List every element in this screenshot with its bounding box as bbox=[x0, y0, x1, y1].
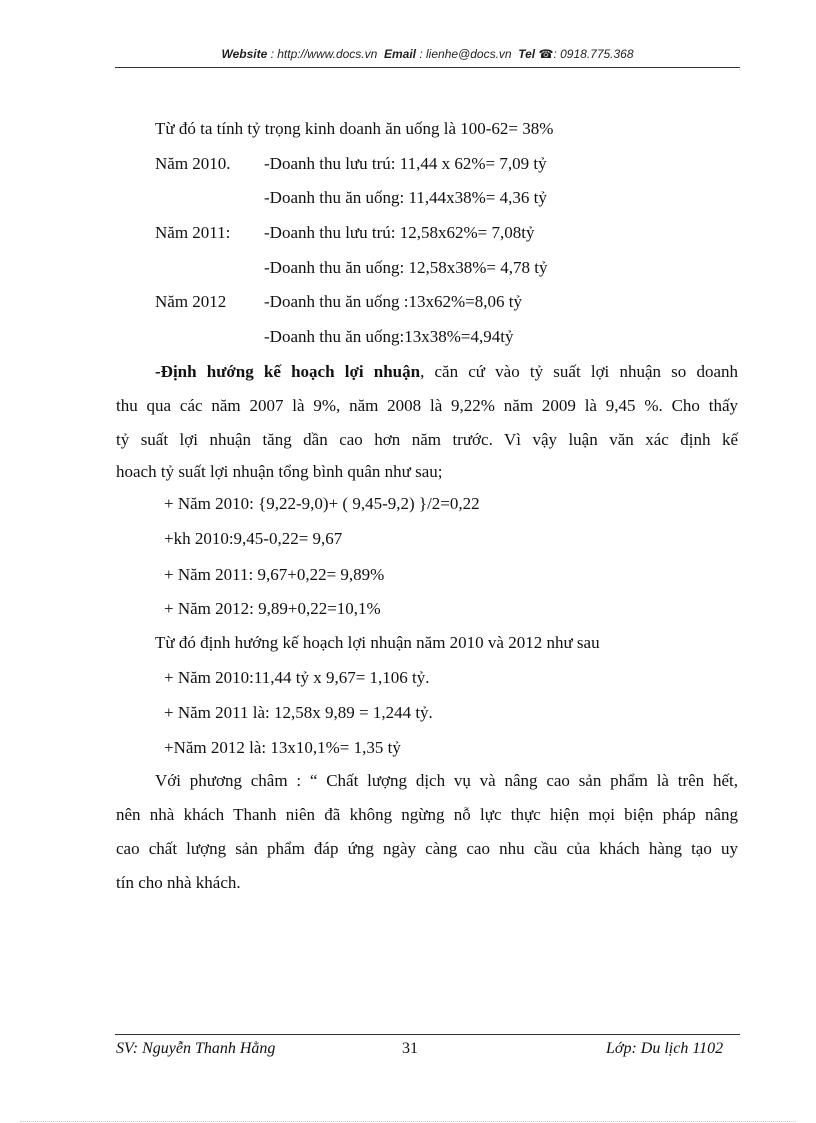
tel-label: Tel bbox=[518, 47, 536, 61]
year-label-2010: Năm 2010. bbox=[155, 154, 231, 173]
text-line: Từ đó ta tính tỷ trọng kinh doanh ăn uống là 100-62= 38% bbox=[155, 119, 554, 138]
revenue-line: -Doanh thu ăn uống: 12,58x38%= 4,78 tỷ bbox=[264, 258, 548, 277]
paragraph-line: hoach tỷ suất lợi nhuận tổng bình quân như sau; bbox=[116, 462, 443, 481]
footer-divider bbox=[115, 1034, 740, 1035]
phone-icon: ☎ bbox=[538, 47, 554, 61]
calc-line: +kh 2010:9,45-0,22= 9,67 bbox=[164, 529, 343, 548]
page-edge bbox=[20, 1121, 796, 1122]
revenue-line: -Doanh thu ăn uống: 11,44x38%= 4,36 tỷ bbox=[264, 188, 547, 207]
website-value: : http://www.docs.vn bbox=[270, 47, 378, 61]
class-name: Lớp: Du lịch 1102 bbox=[606, 1040, 724, 1057]
paragraph-line: tín cho nhà khách. bbox=[116, 873, 241, 892]
paragraph-line bbox=[155, 362, 738, 382]
email-value: : lienhe@docs.vn bbox=[419, 47, 512, 61]
website-label: Website bbox=[221, 47, 268, 61]
paragraph-line: Với phương châm : “ Chất lượng dịch vụ và nâng cao sản phẩm là trên hết, bbox=[155, 771, 738, 790]
revenue-line: -Doanh thu ăn uống :13x62%=8,06 tỷ bbox=[264, 292, 522, 311]
paragraph-line: cao chất lượng sản phẩm đáp ứng ngày càng cao nhu cầu của khách hàng tạo uy bbox=[116, 839, 738, 858]
page-number: 31 bbox=[402, 1040, 418, 1057]
revenue-line: -Doanh thu lưu trú: 12,58x62%= 7,08tỷ bbox=[264, 223, 535, 242]
paragraph-line: thu qua các năm 2007 là 9%, năm 2008 là 9,22% năm 2009 là 9,45 %. Cho thấy bbox=[116, 396, 738, 415]
revenue-line: -Doanh thu ăn uống:13x38%=4,94tỷ bbox=[264, 327, 514, 346]
result-line: + Năm 2011 là: 12,58x 9,89 = 1,244 tỷ. bbox=[164, 703, 433, 722]
year-label-2012: Năm 2012 bbox=[155, 292, 227, 311]
paragraph-text: , căn cứ vào tỷ suất lợi nhuận so doanh bbox=[420, 362, 738, 381]
calc-line: + Năm 2012: 9,89+0,22=10,1% bbox=[164, 599, 381, 618]
email-label: Email bbox=[383, 47, 416, 61]
text-line: Từ đó định hướng kế hoạch lợi nhuận năm 2010 và 2012 như sau bbox=[155, 633, 600, 652]
header-divider bbox=[115, 67, 740, 68]
paragraph-line: tỷ suất lợi nhuận tăng dần cao hơn năm trước. Vì vậy luận văn xác định kế bbox=[116, 430, 738, 449]
year-label-2011: Năm 2011: bbox=[155, 223, 231, 242]
calc-line: + Năm 2010: {9,22-9,0)+ ( 9,45-9,2) }/2=0,22 bbox=[164, 494, 480, 513]
calc-line: + Năm 2011: 9,67+0,22= 9,89% bbox=[164, 565, 385, 584]
result-line: + Năm 2010:11,44 tỷ x 9,67= 1,106 tỷ. bbox=[164, 668, 430, 687]
paragraph-line: nên nhà khách Thanh niên đã không ngừng nỗ lực thực hiện mọi biện pháp nâng bbox=[116, 805, 738, 824]
page-header bbox=[115, 47, 740, 61]
tel-value: : 0918.775.368 bbox=[553, 47, 634, 61]
section-heading: -Định hướng kế hoạch lợi nhuận bbox=[155, 362, 421, 381]
revenue-line: -Doanh thu lưu trú: 11,44 x 62%= 7,09 tỷ bbox=[264, 154, 547, 173]
result-line: +Năm 2012 là: 13x10,1%= 1,35 tỷ bbox=[164, 738, 401, 757]
student-name: SV: Nguyễn Thanh Hằng bbox=[116, 1040, 276, 1057]
